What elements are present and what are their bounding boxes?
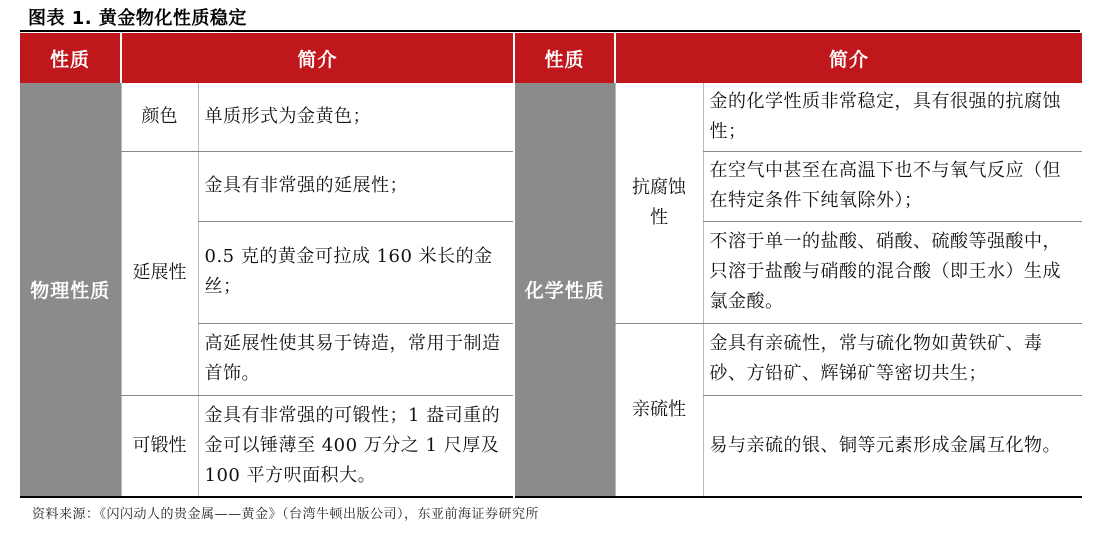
properties-table <box>20 33 1082 498</box>
table-row <box>20 83 1082 151</box>
desc-corrosion-2: 在空气中甚至在高温下也不与氧气反应（但在特定条件下纯氧除外）； <box>703 151 1082 221</box>
desc-ductility-1: 金具有非常强的延展性； <box>198 151 514 221</box>
sub-color: 颜色 <box>121 83 198 151</box>
header-property-left: 性质 <box>20 33 121 83</box>
desc-malleability: 金具有非常强的可锻性；1 盎司重的金可以锤薄至 400 万分之 1 尺厚及 100 平方呎面积大。 <box>198 395 514 497</box>
sub-sulfur: 亲硫性 <box>615 323 703 497</box>
desc-corrosion-1: 金的化学性质非常稳定，具有很强的抗腐蚀性； <box>703 83 1082 151</box>
header-property-right: 性质 <box>514 33 615 83</box>
desc-ductility-2: 0.5 克的黄金可拉成 160 米长的金丝； <box>198 221 514 323</box>
figure-title: 图表 1. 黄金物化性质稳定 <box>28 8 247 29</box>
category-physical: 物理性质 <box>20 83 121 497</box>
header-intro-right: 简介 <box>615 33 1082 83</box>
desc-ductility-3: 高延展性使其易于铸造，常用于制造首饰。 <box>198 323 514 395</box>
desc-sulfur-1: 金具有亲硫性，常与硫化物如黄铁矿、毒砂、方铅矿、辉锑矿等密切共生； <box>703 323 1082 395</box>
sub-corrosion: 抗腐蚀性 <box>615 83 703 323</box>
header-intro-left: 简介 <box>121 33 514 83</box>
source-note: 资料来源：《闪闪动人的贵金属——黄金》（台湾牛顿出版公司），东亚前海证券研究所 <box>32 507 540 522</box>
title-divider <box>20 30 1080 32</box>
desc-sulfur-2: 易与亲硫的银、铜等元素形成金属互化物。 <box>703 395 1082 497</box>
category-chemical: 化学性质 <box>514 83 615 497</box>
desc-color: 单质形式为金黄色； <box>198 83 514 151</box>
sub-ductility: 延展性 <box>121 151 198 395</box>
desc-corrosion-3: 不溶于单一的盐酸、硝酸、硫酸等强酸中，只溶于盐酸与硝酸的混合酸（即王水）生成氯金酸。 <box>703 221 1082 323</box>
table-header-row <box>20 33 1082 83</box>
sub-malleability: 可锻性 <box>121 395 198 497</box>
